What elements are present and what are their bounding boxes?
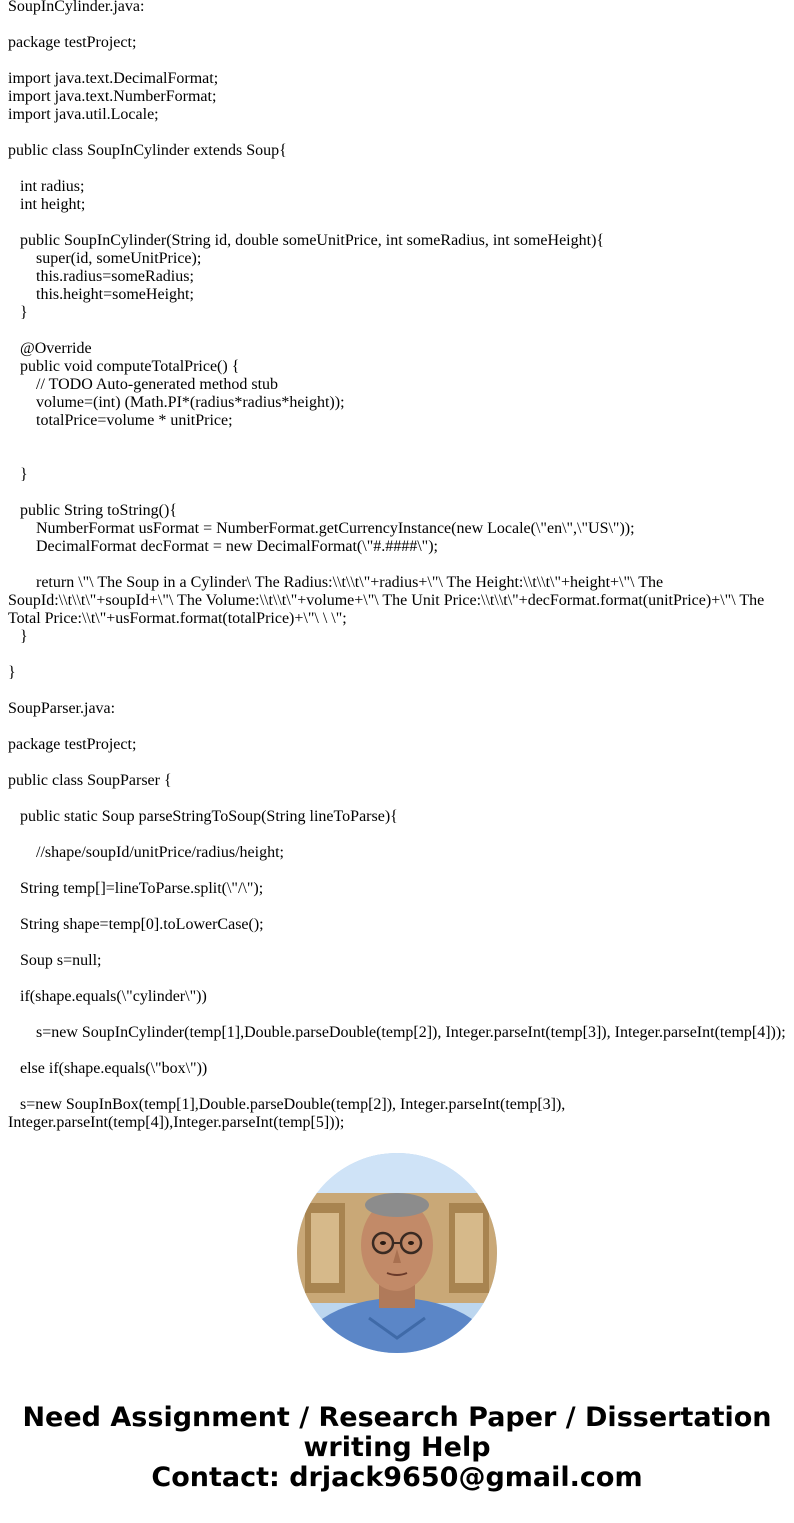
code-line: super(id, someUnitPrice); [8, 250, 202, 267]
blank-line [8, 484, 792, 502]
blank-line [8, 16, 792, 34]
promo-banner [0, 1403, 794, 1493]
code-line: package testProject; [8, 34, 137, 51]
code-line: SoupInCylinder.java: [8, 0, 145, 15]
blank-line [8, 430, 792, 448]
code-line: else if(shape.equals(\"box\")) [8, 1060, 208, 1077]
blank-line [8, 862, 792, 880]
blank-line [8, 448, 792, 466]
code-line: public class SoupParser { [8, 772, 172, 789]
promo-contact: Contact: drjack9650@gmail.com [151, 1462, 643, 1493]
code-line: public void computeTotalPrice() { [8, 358, 240, 375]
code-line: public SoupInCylinder(String id, double someUnitPrice, int someRadius, int someHeight){ [8, 232, 605, 249]
code-line: import java.text.DecimalFormat; [8, 70, 219, 87]
blank-line [8, 970, 792, 988]
document-text [8, 0, 792, 1132]
code-line: if(shape.equals(\"cylinder\")) [8, 988, 207, 1005]
code-line: } [8, 466, 28, 483]
blank-line [8, 682, 792, 700]
code-line: public class SoupInCylinder extends Soup{ [8, 142, 287, 159]
blank-line [8, 898, 792, 916]
author-photo-image [297, 1153, 497, 1353]
code-line: DecimalFormat decFormat = new DecimalFormat(\"#.####\"); [8, 538, 438, 555]
code-line: // TODO Auto-generated method stub [8, 376, 279, 393]
blank-line [8, 790, 792, 808]
code-line: @Override [8, 340, 92, 357]
code-line: //shape/soupId/unitPrice/radius/height; [8, 844, 284, 861]
blank-line [8, 934, 792, 952]
code-line: } [8, 664, 16, 681]
code-line: totalPrice=volume * unitPrice; [8, 412, 233, 429]
blank-line [8, 160, 792, 178]
blank-line [8, 826, 792, 844]
code-line: volume=(int) (Math.PI*(radius*radius*height)); [8, 394, 345, 411]
code-line: Soup s=null; [8, 952, 102, 969]
code-line: package testProject; [8, 736, 137, 753]
blank-line [8, 1078, 792, 1096]
code-line: s=new SoupInCylinder(temp[1],Double.parseDouble(temp[2]), Integer.parseInt(temp[3]), Integer.parseInt(temp[4])); [8, 1024, 786, 1041]
code-line: int radius; [8, 178, 85, 195]
code-line: String temp[]=lineToParse.split(\"/\"); [8, 880, 264, 897]
code-line: import java.text.NumberFormat; [8, 88, 217, 105]
code-line: SoupParser.java: [8, 700, 116, 717]
code-line: this.height=someHeight; [8, 286, 194, 303]
promo-line-1: Need Assignment / Research Paper / Dissertation [22, 1402, 772, 1433]
code-line: import java.util.Locale; [8, 106, 159, 123]
code-line: public static Soup parseStringToSoup(String lineToParse){ [8, 808, 398, 825]
code-line: int height; [8, 196, 86, 213]
blank-line [8, 322, 792, 340]
code-line: public String toString(){ [8, 502, 178, 519]
blank-line [8, 718, 792, 736]
blank-line [8, 754, 792, 772]
code-line: this.radius=someRadius; [8, 268, 194, 285]
blank-line [8, 1006, 792, 1024]
author-photo [297, 1153, 497, 1353]
code-line: s=new SoupInBox(temp[1],Double.parseDouble(temp[2]), Integer.parseInt(temp[3]), Integer.parseInt(temp[4]),Integer.parseInt(temp[5])); [8, 1096, 570, 1131]
blank-line [8, 52, 792, 70]
blank-line [8, 646, 792, 664]
blank-line [8, 124, 792, 142]
blank-line [8, 214, 792, 232]
code-line: String shape=temp[0].toLowerCase(); [8, 916, 264, 933]
promo-line-2: writing Help [303, 1432, 491, 1463]
blank-line [8, 1042, 792, 1060]
code-line: return \"\ The Soup in a Cylinder\ The Radius:\\t\\t\"+radius+\"\ The Height:\\t\\t\"+height+\"\ The SoupId:\\t\\t\"+soupId+\"\ The Volume:\\t\\t\"+volume+\"\ The Unit Price:\\t\\t\"+decFormat.format(unitPrice)+\"\ The Total Price:\\t\"+usFormat.format(totalPrice)+\"\ \ \"; [8, 574, 768, 627]
code-line: } [8, 628, 28, 645]
blank-line [8, 556, 792, 574]
code-line: NumberFormat usFormat = NumberFormat.getCurrencyInstance(new Locale(\"en\",\"US\")); [8, 520, 635, 537]
code-line: } [8, 304, 28, 321]
